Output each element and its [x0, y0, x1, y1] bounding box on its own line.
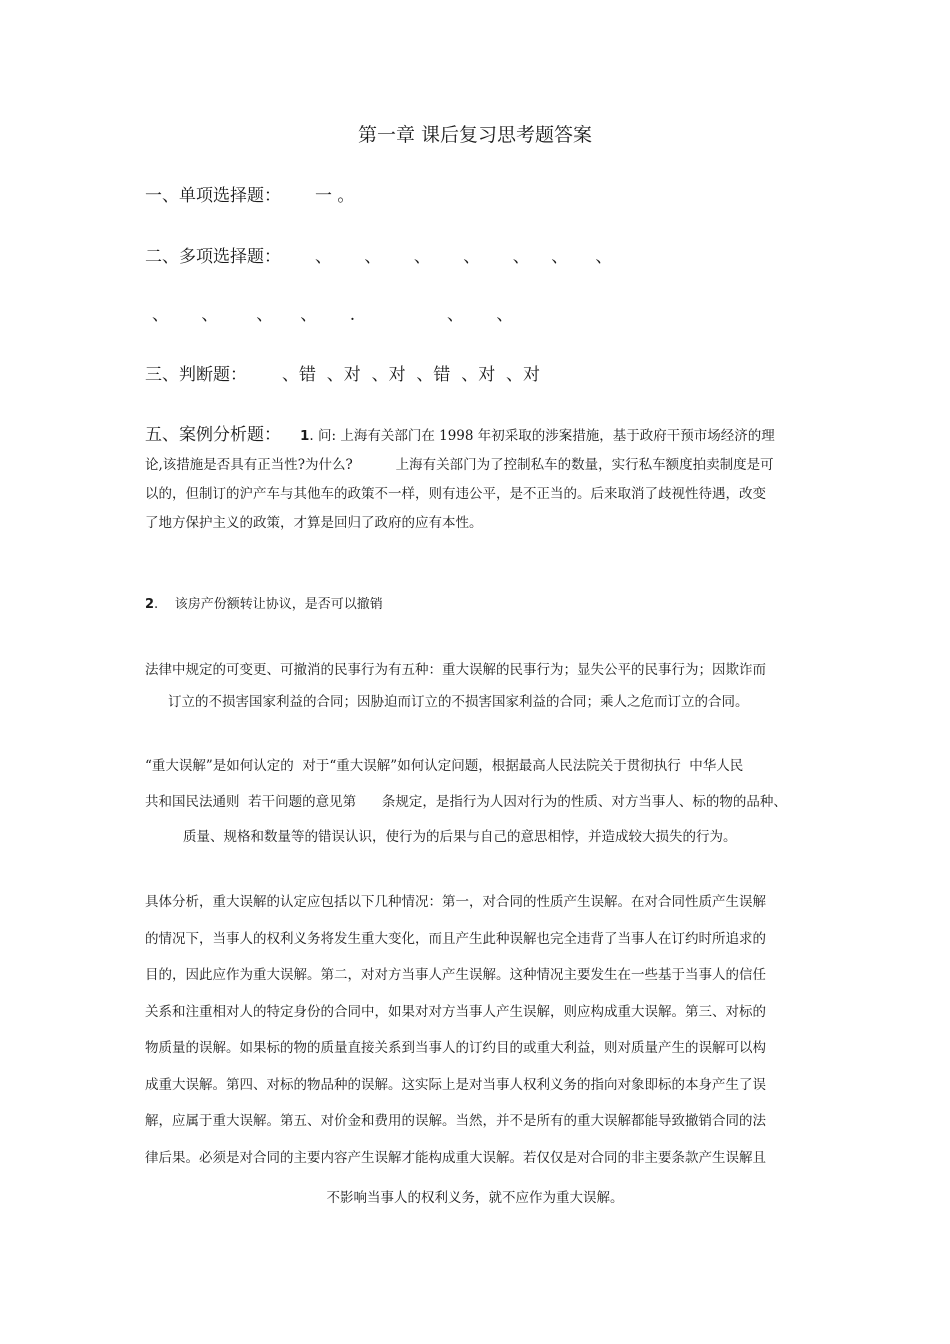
case-1-number: 1: [300, 428, 310, 444]
para-3-line: 关系和注重相对人的特定身份的合同中，如果对对方当事人产生误解，则应构成重大误解。第三、对标的: [145, 1003, 766, 1020]
para-3-line: 的情况下，当事人的权利义务将发生重大变化，而且产生此种误解也完全违背了当事人在订约时所追求的: [145, 930, 766, 947]
page-title: 第一章 课后复习思考题答案: [357, 124, 593, 146]
para-3-line: 物质量的误解。如果标的物的质量直接关系到当事人的订约目的或重大利益，则对质量产生的误解可以构: [145, 1040, 766, 1056]
case-2-para-1-line-2: 订立的不损害国家利益的合同；因胁迫而订立的不损害国家利益的合同；乘人之危而订立的合同。: [168, 694, 749, 710]
case-2-para-3: [145, 884, 825, 1176]
case-1-question-start: . 问: 上海有关部门在 1998 年初采取的涉案措施，基于政府干预市场经济的理: [309, 428, 775, 444]
section-3-heading: 三、判断题：: [145, 365, 247, 385]
case-1-line-2: 论,该措施是否具有正当性?为什么? 上海有关部门为了控制私车的数量，实行私车额度拍卖制度是可: [145, 457, 774, 473]
case-2-question-text: . 该房产份额转让协议，是否可以撤销: [154, 597, 383, 612]
para-3-line: 律后果。必须是对合同的主要内容产生误解才能构成重大误解。若仅仅是对合同的非主要条款产生误解且: [145, 1149, 766, 1166]
case-2-para-2-line-2: 共和国民法通则 若干问题的意见第 条规定，是指行为人因对行为的性质、对方当事人、标的物的品种、: [145, 794, 787, 810]
section-2-heading: 二、多项选择题：: [145, 247, 281, 267]
case-2-para-1-line-1: 法律中规定的可变更、可撤消的民事行为有五种：重大误解的民事行为；显失公平的民事行为；因欺诈而: [145, 662, 766, 678]
section-2-answers-row1: 、 、 、 、 、 、 、: [315, 247, 613, 267]
section-1-heading: 一、单项选择题：: [145, 186, 281, 206]
case-2-question: [145, 593, 383, 612]
case-2-para-2-line-1: “重大误解”是如何认定的 对于“重大误解”如何认定问题，根据最高人民法院关于贯彻执行 中华人民: [145, 758, 744, 774]
case-1-line-3: 以的，但制订的沪产车与其他车的政策不一样，则有违公平，是不正当的。后来取消了歧视性待遇，改变: [145, 486, 766, 502]
section-1-answer: 一 。: [315, 186, 355, 206]
para-3-line: 成重大误解。第四、对标的物品种的误解。这实际上是对当事人权利义务的指向对象即标的本身产生了误: [145, 1076, 766, 1093]
case-1-first-line: [300, 422, 775, 451]
case-1-line-4: 了地方保护主义的政策，才算是回归了政府的应有本性。: [145, 515, 483, 531]
section-2-answers-row2: 、 、 、 、 . 、 、: [152, 305, 514, 325]
para-3-line: 具体分析，重大误解的认定应包括以下几种情况：第一，对合同的性质产生误解。在对合同性质产生误解: [145, 894, 766, 910]
case-2-para-2-line-3: 质量、规格和数量等的错误认识，使行为的后果与自己的意思相悖，并造成较大损失的行为。: [183, 829, 737, 845]
para-3-line: 解，应属于重大误解。第五、对价金和费用的误解。当然，并不是所有的重大误解都能导致撤销合同的法: [145, 1113, 766, 1129]
section-5-heading: 五、案例分析题：: [145, 425, 281, 445]
section-3-answer: 、错 、对 、对 、错 、对 、对: [282, 365, 541, 385]
case-2-para-3-last-line: 不影响当事人的权利义务，就不应作为重大误解。: [326, 1190, 624, 1206]
para-3-line: 目的，因此应作为重大误解。第二，对对方当事人产生误解。这种情况主要发生在一些基于当事人的信任: [145, 967, 766, 983]
case-2-number: 2: [145, 597, 155, 612]
